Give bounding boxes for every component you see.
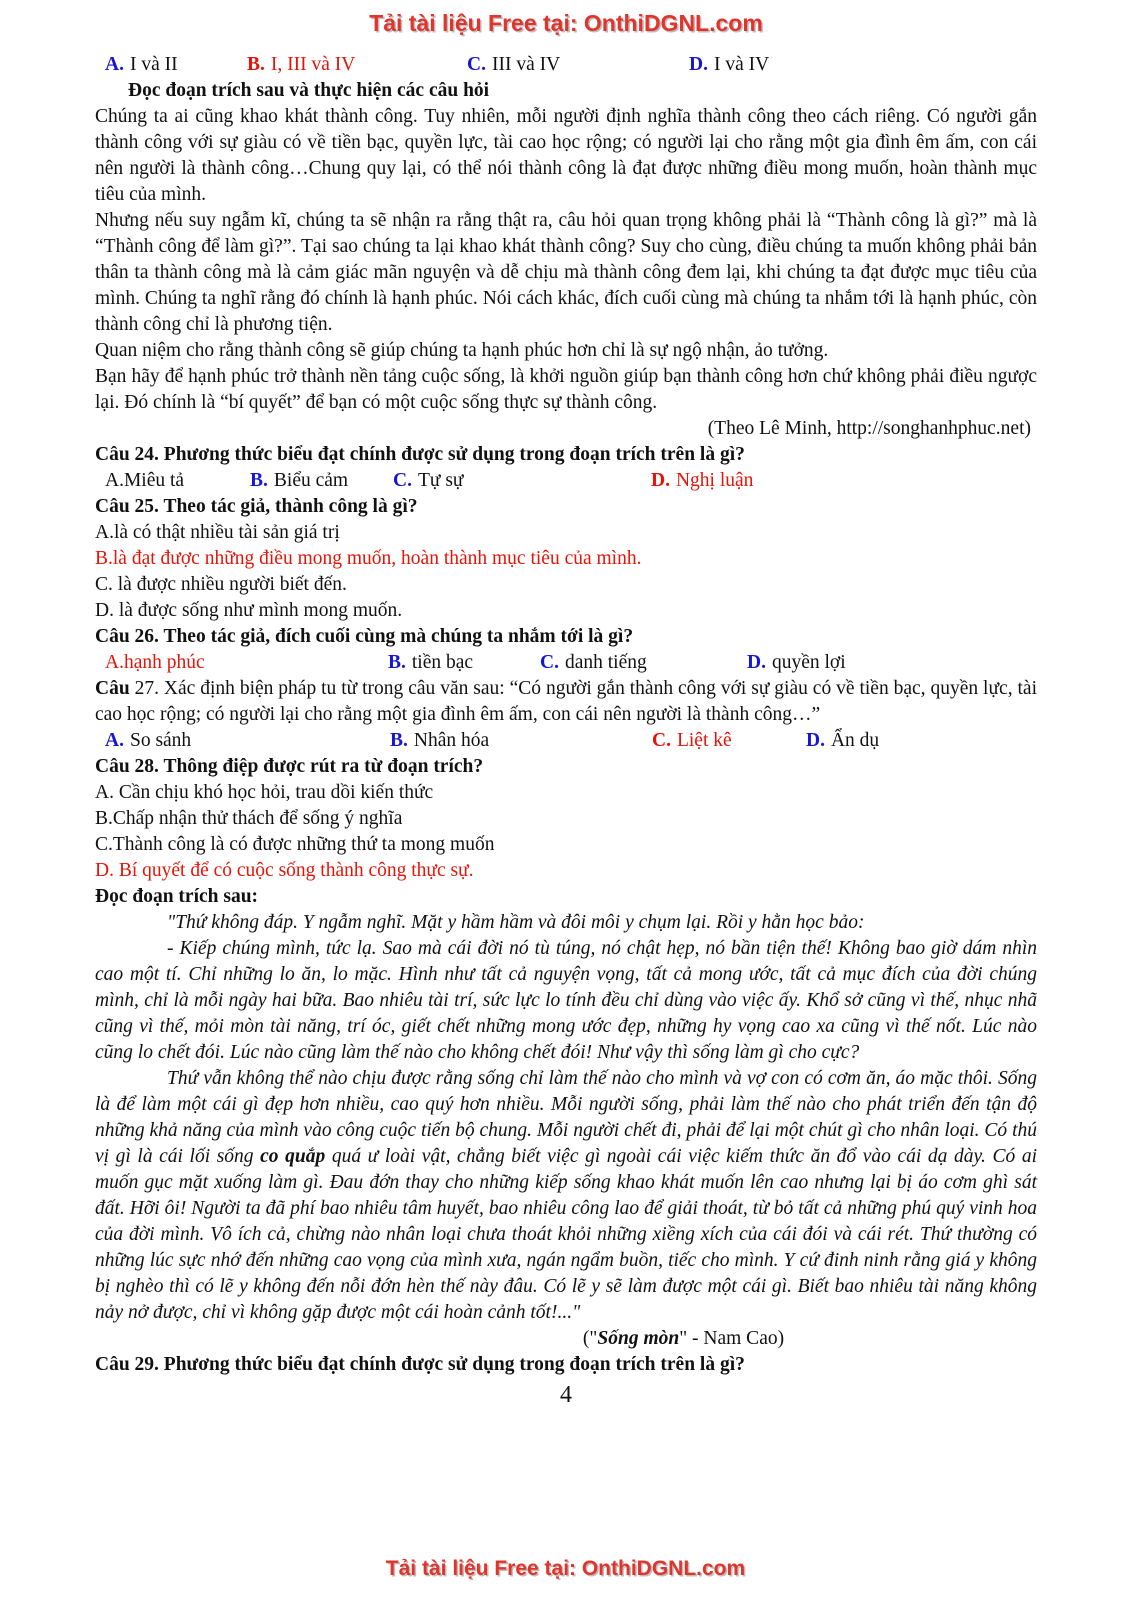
option-letter: D. bbox=[747, 652, 766, 673]
question-25-option-b: B.là đạt được những điều mong muốn, hoàn thành mục tiêu của mình. bbox=[95, 548, 642, 569]
option-text: Ẩn dụ bbox=[830, 730, 880, 751]
reading1-paragraph: Bạn hãy để hạnh phúc trở thành nền tảng cuộc sống, là khởi nguồn giúp bạn thành công hơn chứ không phải điều ngược lại. Đó chính là “bí quyết” để bạn có một cuộc sống thực sự thành công. bbox=[95, 366, 1037, 413]
reading2-heading: Đọc đoạn trích sau: bbox=[95, 886, 259, 907]
question-25-option-a: A.là có thật nhiều tài sản giá trị bbox=[95, 522, 340, 543]
option-letter: B. bbox=[250, 470, 268, 491]
option-a bbox=[105, 468, 250, 494]
passage-text: Thứ vẫn không thể nào chịu được rằng sống chỉ làm thế nào cho mình và vợ con có cơm ăn, áo mặc thôi. Sống là để làm một cái gì đẹp hơn nhiều, cao quý hơn nhiều. Mỗi người sống, phải làm thế nào cho phát triển đến tận độ những khả năng của mình vào công cuộc tiến bộ chung. Mỗi người chết đi, phải để lại một chút gì cho nhân loại. Có thú vị gì là cái lối sống bbox=[95, 1068, 1037, 1167]
option-letter: A. bbox=[105, 470, 124, 491]
question-28-option-a: A. Cần chịu khó học hỏi, trau dồi kiến thức bbox=[95, 782, 434, 803]
option-text: I và II bbox=[129, 54, 178, 75]
option-text: hạnh phúc bbox=[123, 652, 205, 673]
option-letter: D. bbox=[651, 470, 670, 491]
source-close: " - Nam Cao) bbox=[679, 1328, 785, 1349]
option-text: III và IV bbox=[491, 54, 561, 75]
reading1-paragraph: Nhưng nếu suy ngẫm kĩ, chúng ta sẽ nhận ra rằng thật ra, câu hỏi quan trọng không phải là “Thành công là gì?” mà là “Thành công để làm gì?”. Tại sao chúng ta lại khao khát thành công? Suy cho cùng, điều chúng ta muốn không phải bản thân ta thành công mà là cảm giác mãn nguyện và dễ chịu mà thành công đem lại, khi chúng ta đạt được mục tiêu của mình. Chúng ta nghĩ rằng đó chính là hạnh phúc. Nói cách khác, đích cuối cùng mà chúng ta nhắm tới là hạnh phúc, còn thành công chỉ là phương tiện. bbox=[95, 210, 1037, 335]
passage-emphasis: co quắp bbox=[260, 1146, 326, 1167]
question-28-heading: Câu 28. Thông điệp được rút ra từ đoạn trích? bbox=[95, 756, 484, 777]
prev-question-options bbox=[95, 52, 1037, 78]
option-b bbox=[250, 468, 393, 494]
option-text: Liệt kê bbox=[676, 730, 732, 751]
option-b bbox=[247, 52, 467, 78]
question-26-options bbox=[95, 650, 1037, 676]
option-letter: C. bbox=[393, 470, 412, 491]
question-24-heading: Câu 24. Phương thức biểu đạt chính được sử dụng trong đoạn trích trên là gì? bbox=[95, 444, 745, 465]
option-a bbox=[105, 52, 247, 78]
question-28-option-d: D. Bí quyết để có cuộc sống thành công thực sự. bbox=[95, 860, 474, 881]
option-letter: A. bbox=[105, 652, 124, 673]
question-28-option-b: B.Chấp nhận thử thách để sống ý nghĩa bbox=[95, 808, 403, 829]
option-letter: D. bbox=[689, 54, 708, 75]
option-d bbox=[689, 52, 769, 78]
source-open: (" bbox=[582, 1328, 598, 1349]
option-b bbox=[388, 650, 540, 676]
passage-text: quá ư loài vật, chẳng biết việc gì ngoài cái việc kiếm thức ăn đổ vào cái dạ dày. Có ai muốn gục mặt xuống làm gì. Đau đớn thay cho những kiếp sống khao khát muốn lên cao nhưng lại bị áo cơm ghì sát đất. Hỡi ôi! Người ta đã phí bao nhiêu tâm huyết, bao nhiêu công lao để giải thoát, từ bỏ tất cả những phú quý vinh hoa của đời mình. Vô ích cả, chừng nào nhân loại chưa thoát khỏi những xiềng xích của cái đói và cái rét. Thứ thường có những lúc sực nhớ đến những cao vọng của mình xưa, ngán ngẩm buồn, tiếc cho mình. Y cứ đinh ninh rằng giá y không bị nghèo thì có lẽ y không đến nỗi đớn hèn thế này đâu. Có lẽ y sẽ làm được một cái gì. Biết bao nhiêu tài năng không nảy nở được, chỉ vì không gặp được một cái hoàn cảnh tốt!..." bbox=[95, 1146, 1038, 1323]
reading2-paragraph: - Kiếp chúng mình, tức lạ. Sao mà cái đời nó tù túng, nó chật hẹp, nó bần tiện thế! Không bao giờ dám nhìn cao một tí. Chỉ những lo ăn, lo mặc. Hình như tất cả nguyện vọng, tất cả mong ước, tất cả mục đích của đời chúng mình, chỉ là mỗi ngày hai bữa. Bao nhiêu tài trí, sức lực lo tính đều chỉ dùng vào việc ấy. Khổ sở cũng vì thế, nhục nhã cũng vì thế, mỏi mòn tài năng, trí óc, giết chết những mong ước đẹp, những hy vọng cao xa cũng vì thế nốt. Lúc nào cũng lo chết đói. Lúc nào cũng làm thế nào cho không chết đói! Như vậy thì sống làm gì cho cực? bbox=[95, 938, 1037, 1063]
option-text: Nghị luận bbox=[675, 470, 754, 491]
option-letter: A. bbox=[105, 54, 124, 75]
question-28-option-c: C.Thành công là có được những thứ ta mong muốn bbox=[95, 834, 495, 855]
page-number: 4 bbox=[560, 1382, 572, 1408]
option-text: I, III và IV bbox=[270, 54, 356, 75]
question-25-option-c: C. là được nhiều người biết đến. bbox=[95, 574, 347, 595]
reading2-paragraph: "Thứ không đáp. Y ngẫm nghĩ. Mặt y hầm hầm và đôi môi y chụm lại. Rồi y hằn học bảo: bbox=[167, 912, 865, 933]
question-25-heading: Câu 25. Theo tác giả, thành công là gì? bbox=[95, 496, 418, 517]
question-24-options bbox=[95, 468, 1037, 494]
watermark-banner-bottom: Tải tài liệu Free tại: OnthiDGNL.com bbox=[385, 1557, 746, 1580]
question-25-option-d: D. là được sống như mình mong muốn. bbox=[95, 600, 403, 621]
question-27-options bbox=[95, 728, 1037, 754]
option-a bbox=[105, 650, 388, 676]
question-27-text: 27. Xác định biện pháp tu từ trong câu văn sau: “Có người gắn thành công với sự giàu có về tiền bạc, quyền lực, tài cao học rộng; có người lại cho rằng một gia đình êm ấm, con cái nên người là thành công…” bbox=[95, 678, 1037, 725]
option-letter: C. bbox=[652, 730, 671, 751]
option-letter: A. bbox=[105, 730, 124, 751]
option-a bbox=[105, 728, 390, 754]
question-27-heading bbox=[95, 676, 1037, 728]
reading1-paragraph: Chúng ta ai cũng khao khát thành công. Tuy nhiên, mỗi người định nghĩa thành công theo cách riêng. Có người gắn thành công với sự giàu có về tiền bạc, quyền lực, tài cao học rộng; có người lại cho rằng một gia đình êm ấm, con cái nên người là thành công…Chung quy lại, có thể nói thành công là đạt được những điều mong muốn, hoàn thành mục tiêu của mình. bbox=[95, 106, 1037, 205]
option-letter: C. bbox=[540, 652, 559, 673]
option-letter: D. bbox=[806, 730, 825, 751]
option-c bbox=[652, 728, 806, 754]
option-text: tiền bạc bbox=[411, 652, 474, 673]
option-letter: B. bbox=[388, 652, 406, 673]
option-d bbox=[747, 650, 846, 676]
option-letter: B. bbox=[247, 54, 265, 75]
option-d bbox=[651, 468, 753, 494]
option-text: Tự sự bbox=[417, 470, 464, 491]
option-c bbox=[393, 468, 651, 494]
option-c bbox=[540, 650, 747, 676]
option-c bbox=[467, 52, 689, 78]
reading2-source bbox=[95, 1326, 1037, 1352]
option-letter: B. bbox=[390, 730, 408, 751]
option-text: So sánh bbox=[129, 730, 192, 751]
option-text: Biểu cảm bbox=[273, 470, 349, 491]
option-b bbox=[390, 728, 652, 754]
reading1-paragraph: Quan niệm cho rằng thành công sẽ giúp chúng ta hạnh phúc hơn chỉ là sự ngộ nhận, ảo tưởng. bbox=[95, 340, 829, 361]
option-letter: C. bbox=[467, 54, 486, 75]
source-title: Sống mòn bbox=[597, 1328, 680, 1349]
question-27-label: Câu bbox=[95, 678, 130, 699]
reading1-source: (Theo Lê Minh, http://songhanhphuc.net) bbox=[707, 418, 1031, 439]
option-text: danh tiếng bbox=[564, 652, 647, 673]
option-text: I và IV bbox=[713, 54, 770, 75]
option-text: Miêu tả bbox=[123, 470, 185, 491]
watermark-banner-top: Tải tài liệu Free tại: OnthiDGNL.com bbox=[369, 10, 763, 36]
option-text: quyền lợi bbox=[771, 652, 846, 673]
reading2-paragraph bbox=[95, 1066, 1037, 1326]
question-29-heading: Câu 29. Phương thức biểu đạt chính được sử dụng trong đoạn trích trên là gì? bbox=[95, 1354, 745, 1375]
question-26-heading: Câu 26. Theo tác giả, đích cuối cùng mà chúng ta nhắm tới là gì? bbox=[95, 626, 634, 647]
reading1-heading: Đọc đoạn trích sau và thực hiện các câu hỏi bbox=[128, 80, 490, 101]
option-d bbox=[806, 728, 879, 754]
option-text: Nhân hóa bbox=[413, 730, 490, 751]
